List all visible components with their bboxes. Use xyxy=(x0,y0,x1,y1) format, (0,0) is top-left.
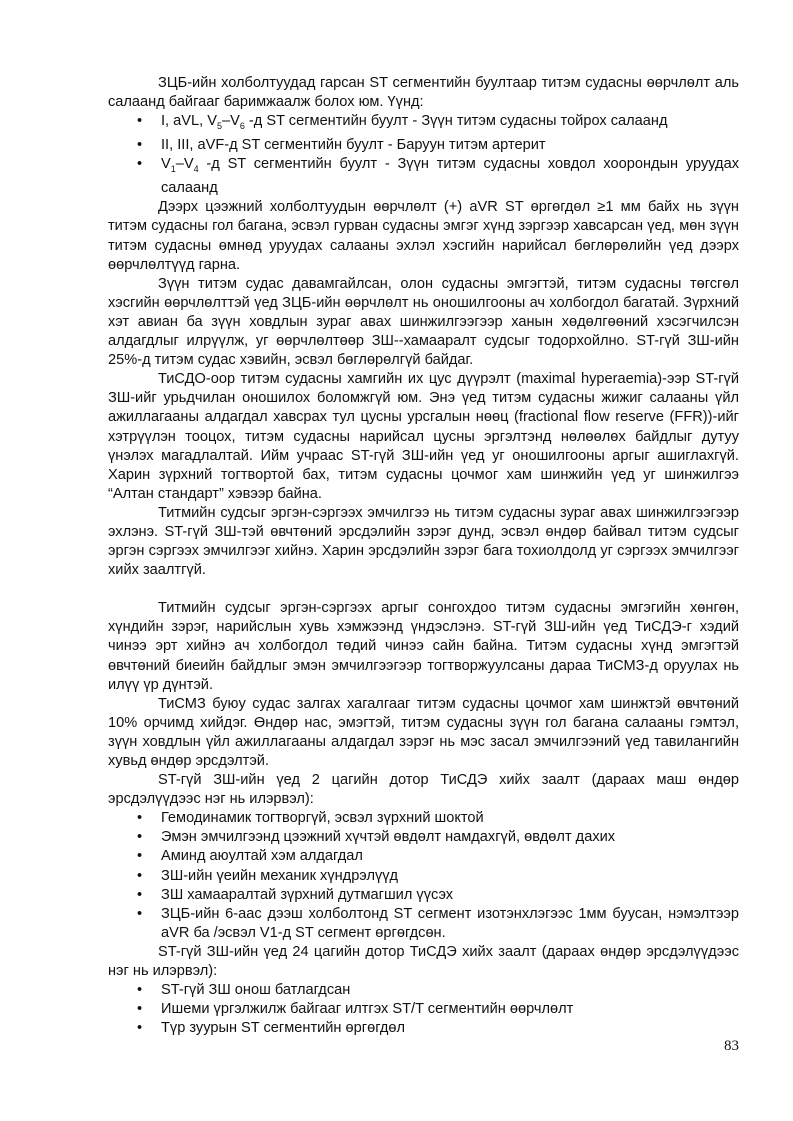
page-content xyxy=(108,74,739,1038)
paragraph: ЗЦБ-ийн холболтуудад гарсан ST сегментийн буултаар титэм судасны өөрчлөлт аль салаанд байгааг баримжаалж болох юм. Үүнд: xyxy=(108,75,739,111)
paragraph: Дээрх цээжний холболтуудын өөрчлөлт (+) aVR ST өргөгдөл ≥1 мм байх нь зүүн титэм судасны гол багана, эсвэл гурван судасны эмгэг хүнд зэргээр хавсарсан үед, мөн зүүн титэм судасны өмнөд уруудах салааны эхлэл хэсгийн нарийсал бөглөрөлийн үед дээрх өөрчлөлтүүд гарна. xyxy=(108,199,739,273)
very-high-risk-list xyxy=(108,809,739,943)
bullet-icon: • xyxy=(137,905,143,922)
bullet-icon: • xyxy=(137,137,143,154)
bullet-icon: • xyxy=(137,886,143,903)
list-item: • I, aVL, $V_5-V_6$ -д ST сегментийн буулт - Зүүн титэм судасны тойрох салаанд xyxy=(137,113,668,132)
bullet-icon: • xyxy=(137,156,143,173)
paragraph: ST-гүй ЗШ-ийн үед 2 цагийн дотор ТиСДЭ хийх заалт (дараах маш өндөр эрсдэлүүдээс нэг нь илэрвэл): xyxy=(108,772,739,808)
paragraph: ST-гүй ЗШ-ийн үед 24 цагийн дотор ТиСДЭ хийх заалт (дараах өндөр эрсдэлүүдээс нэг нь илэрвэл): xyxy=(108,943,739,980)
list-item: • $V_1-V_4$ -д ST сегментийн буулт - Зүүн титэм судасны ховдол хоорондын уруудах салаанд xyxy=(137,156,739,197)
bullet-icon: • xyxy=(137,1020,143,1037)
list-item: • Түр зуурын ST сегментийн өргөгдөл xyxy=(108,1019,739,1038)
paragraph: ТиСМЗ буюу судас залгах хагалгааг титэм судасны цочмог хам шинжтэй өвчтөний 10% орчимд хийдэг. Өндөр нас, эмэгтэй, титэм судасны зүүн гол багана салааны гэмтэл, зүүн ховдлын үйл ажиллагааны алдагдал зэрэг нь мэс засал эмчилгээний үед тавилангийн хувьд өндөр эрсдэлтэй. xyxy=(108,695,739,769)
bullet-icon: • xyxy=(137,1001,143,1018)
list-item: • ЗЦБ-ийн 6-аас дээш холболтонд ST сегмент изотэнхлэгээс 1мм буусан, нэмэлтээр aVR ба /эсвэл V1-д ST сегмент өргөгдсөн. xyxy=(137,905,739,941)
high-risk-list xyxy=(108,981,739,1038)
list-item: • ЗШ хамааралтай зүрхний дутмагшил үүсэх xyxy=(108,886,739,905)
list-item: • ЗШ-ийн үеийн механик хүндрэлүүд xyxy=(108,867,739,886)
paragraph: ТиСДО-оор титэм судасны хамгийн их цус дүүрэлт (maximal hyperaemia)-ээр ST-гүй ЗШ-ийг урьдчилан оношилох боломжгүй юм. Энэ үед титэм судасны жижиг салааны үйл ажиллагааны алдагдал хавсрах тул цусны урсгалын нөөц (fractional flow reserve (FFR))-ийг хэтрүүлэн тооцох, титэм судасны нарийсал цусны эргэлтэнд нөлөөлөх байдлыг дутуу үнэлэх магадлалтай. Ийм учраас ST-гүй ЗШ-ийн үед уг оношилгооны аргыг ашиглахгүй. Харин зүрхний тогтвортой бах, титэм судасны цочмог хам шинжийн үед уг шинжилгээ “Алтан стандарт” хэвээр байна. xyxy=(108,371,739,502)
bullet-icon: • xyxy=(137,867,143,884)
bullet-icon: • xyxy=(137,829,143,846)
bullet-icon: • xyxy=(137,848,143,865)
paragraph: Титмийн судсыг эргэн-сэргээх аргыг сонгохдоо титэм судасны эмгэгийн хөнгөн, хүндийн зэрэг, нарийслын хувь хэмжээнд үндэслэнэ. ST-гүй ЗШ-ийн үед ТиСДЭ-г хэдий чинээ эрт хийнэ ач холбогдол төдий чинээ сайн байна. Титэм судасны хүнд эмгэгтэй өвчтөний биеийн байдлыг эмэн эмчилгээгээр тогтворжуулсаны дараа ТиСМЗ-д оруулах нь илүү үр дүнтэй. xyxy=(108,600,739,693)
list-item: • Ишеми үргэлжилж байгааг илтгэх ST/T сегментийн өөрчлөлт xyxy=(108,1000,739,1019)
ecg-lead-list xyxy=(108,112,739,198)
page-number: 83 xyxy=(724,1038,739,1054)
spacer xyxy=(108,580,739,599)
bullet-icon: • xyxy=(137,113,143,130)
list-item: • ST-гүй ЗШ онош батлагдсан xyxy=(108,981,739,1000)
bullet-icon: • xyxy=(137,810,143,827)
paragraph: Зүүн титэм судас давамгайлсан, олон судасны эмгэгтэй, титэм судасны төгсгөл хэсгийн өөрчлөлттэй үед ЗЦБ-ийн өөрчлөлт нь оношилгооны ач холбогдол багатай. Зүрхний хэт авиан ба зүүн ховдлын зураг авах шинжилгээгээр ханын хөдөлгөөний хэсэгчилсэн алдагдлыг илрүүлж, уг өөрчлөлтөөр ЗШ--хамааралт судсыг тодорхойлно. ST-гүй ЗШ-ийн 25%-д титэм судас хэвийн, эсвэл бөглөрөлгүй байдаг. xyxy=(108,275,739,369)
list-item: • Гемодинамик тогтворгүй, эсвэл зүрхний шоктой xyxy=(108,809,739,828)
paragraph: Титмийн судсыг эргэн-сэргээх эмчилгээ нь титэм судасны зураг авах шинжилгээгээр эхлэнэ. ST-гүй ЗШ-тэй өвчтөний эрсдэлийн зэрэг дунд, эсвэл өндөр байвал титэм судсыг эргэн сэргээх эмчилгээг хийнэ. Харин эрсдэлийн зэрэг бага тохиолдолд уг сэргээх эмчилгээг хийх заалтгүй. xyxy=(108,504,739,579)
list-item: • Аминд аюултай хэм алдагдал xyxy=(108,847,739,866)
list-item: • Эмэн эмчилгээнд цээжний хүчтэй өвдөлт намдахгүй, өвдөлт дахих xyxy=(108,828,739,847)
bullet-icon: • xyxy=(137,982,143,999)
list-item: • II, III, aVF-д ST сегментийн буулт - Баруун титэм артерит xyxy=(108,136,739,155)
